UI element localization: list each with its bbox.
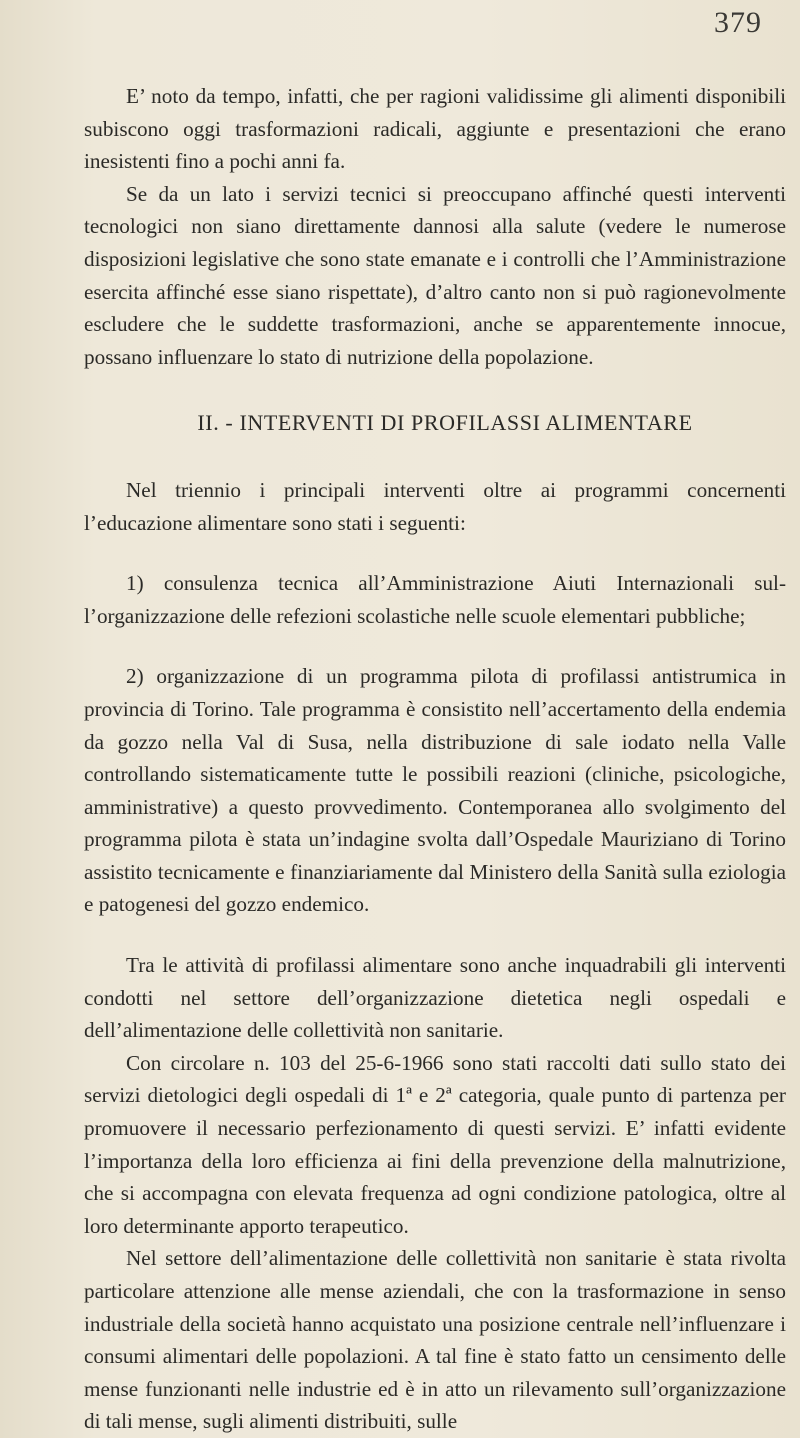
list-item-2: 2) organizzazione di un programma pilota di profilassi antistrumica in provincia di Torino. Tale programma è consistito nell’accertamento della endemia da gozzo nella Val di Susa, nella distribuzione di sale iodato nella Valle controllando sistematicamente tutte le possibili reazioni (cliniche, psicologiche, amministrative) a questo provvedimento. Contemporanea allo svolgimento del programma pilota è stata un’indagine svolta dall’Ospedale Mauriziano di Torino assistito tecnicamente e finanziariamente dal Ministero della Sanità sulla eziologia e patogenesi del gozzo endemico. xyxy=(84,664,786,917)
paragraph-circolare: Con circolare n. 103 del 25-6-1966 sono stati raccolti dati sullo stato dei servizi dietologici degli ospedali di 1ª e 2ª categoria, quale punto di partenza per promuovere il necessario perfezionamento di questi servizi. E’ infatti evidente l’importanza della loro efficienza ai fini della prevenzione della malnutrizione, che si accompagna con elevata frequenza ad ogni condizione patologica, oltre al loro determinante apporto terapeutico. xyxy=(84,1050,786,1238)
section-heading: II. - INTERVENTI DI PROFILASSI ALIMENTARE xyxy=(197,410,693,436)
list-item-1: 1) consulenza tecnica all’Amministrazione Aiuti Internazionali sull’organizzazione delle refezioni scolastiche nelle scuole elementari pubbliche; xyxy=(84,571,786,628)
paragraph-profilassi: Tra le attività di profilassi alimentare sono anche inquadrabili gli interventi condotti nel settore dell’organizzazione dietetica negli ospedali e dell’alimentazione delle collettività non sanitarie. xyxy=(84,953,786,1043)
paragraph-intro-1: E’ noto da tempo, infatti, che per ragioni validissime gli alimenti disponibili subiscono oggi trasformazioni radicali, aggiunte e presentazioni che erano inesistenti fino a pochi anni fa. xyxy=(84,84,786,174)
paragraph-triennio: Nel triennio i principali interventi oltre ai programmi concernenti l’educazione alimentare sono stati i seguenti: xyxy=(84,477,786,535)
body-text xyxy=(84,80,786,1438)
paragraph-mense: Nel settore dell’alimentazione delle collettività non sanitarie è stata rivolta particolare attenzione alle mense aziendali, che con la trasformazione in senso industriale della società hanno acquistato una posizione centrale nell’influenzare i consumi alimentari delle popolazioni. A tal fine è stato fatto un censimento delle mense funzionanti nelle industrie ed è in atto un rilevamento sull’organizzazione di tali mense, sugli alimenti distribuiti, sulle xyxy=(84,1246,786,1434)
paragraph-intro-2: Se da un lato i servizi tecnici si preoccupano affinché questi interventi tecnologici non siano direttamente dannosi alla salute (vedere le numerose disposizioni legislative che sono state emanate e i controlli che l’Amministrazione esercita affinché esse siano rispettate), d’altro canto non si può ragionevolmente escludere che le suddette trasformazioni, anche se apparentemente innocue, possano influenzare lo stato di nutrizione della popolazione. xyxy=(84,181,786,369)
page-number: 379 xyxy=(714,6,762,39)
